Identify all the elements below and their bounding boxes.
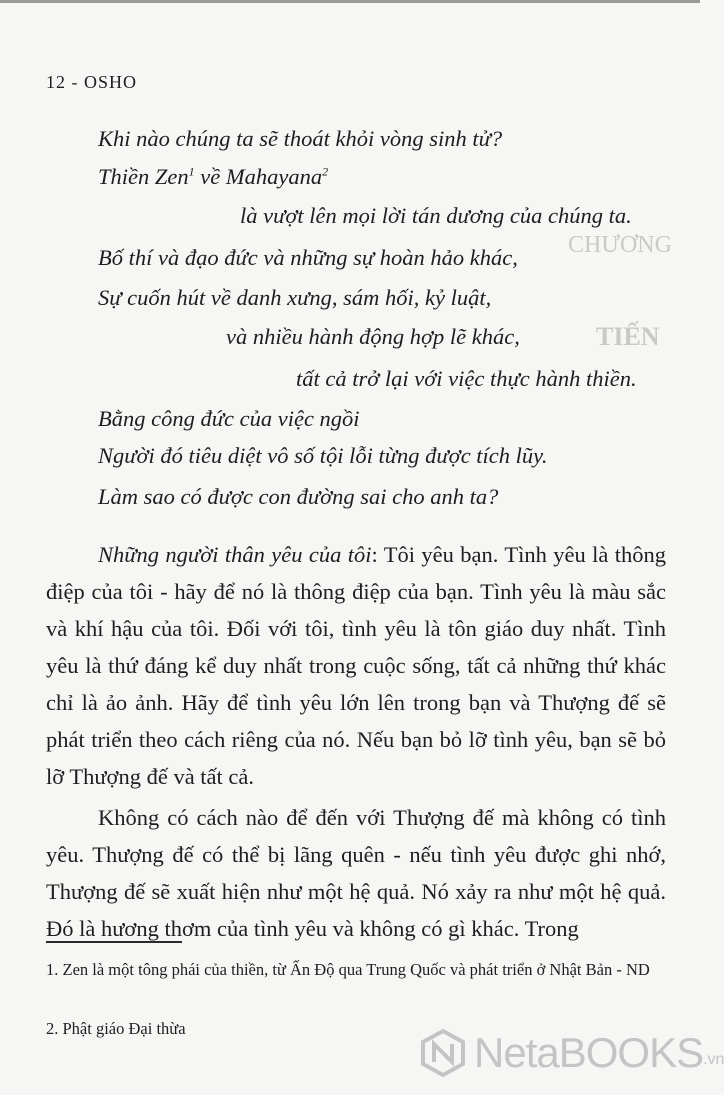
body-text [46,536,666,947]
verse-line-3: là vượt lên mọi lời tán dương của chúng ta. [240,203,632,228]
footnote-2: 2. Phật giáo Đại thừa [46,1019,186,1038]
bleed-through-tien: TIẾN [596,322,660,351]
verse-line-8: Bằng công đức của việc ngồi [98,406,360,431]
verse-line-10: Làm sao có được con đường sai cho anh ta? [98,484,499,509]
verse-line-4: Bố thí và đạo đức và những sự hoàn hảo khác, [98,245,518,270]
footnote-ref-1[interactable]: 1 [188,164,195,179]
netabooks-logo-icon [418,1028,468,1078]
verse-line-1: Khi nào chúng ta sẽ thoát khỏi vòng sinh tử? [98,126,503,151]
body-paragraph-2: Không có cách nào để đến với Thượng đế mà không có tình yêu. Thượng đế có thể bị lãng quên - nếu tình yêu được ghi nhớ, Thượng đế sẽ xuất hiện như một hệ quả. Nó xảy ra như một hệ quả. Đó là hương thơm của tình yêu và không có gì khác. Trong [46,805,666,941]
verse-zen-text: Thiền Zen [98,164,189,189]
body-paragraph-1 [46,536,666,795]
paragraph-1-text: : Tôi yêu bạn. Tình yêu là thông điệp của tôi - hãy để nó là thông điệp của bạn. Tình yêu là màu sắc và khí hậu của tôi. Đối với tôi, tình yêu là tôn giáo duy nhất. Tình yêu là thứ đáng kể duy nhất trong cuộc sống, tất cả những thứ khác chỉ là ảo ảnh. Hãy để tình yêu lớn lên trong bạn và Thượng đế sẽ phát triển theo cách riêng của nó. Nếu bạn bỏ lỡ tình yêu, bạn sẽ bỏ lỡ Thượng đế và tất cả. [46,542,666,789]
watermark-suffix: .vn [703,1051,724,1068]
running-header: 12 - OSHO [46,72,138,92]
footnote-1: 1. Zen là một tông phái của thiền, từ Ấn Độ qua Trung Quốc và phát triển ở Nhật Bản - ND [46,960,650,979]
footnote-ref-2[interactable]: 2 [322,164,329,179]
watermark-brand: NetaBOOKS [474,1029,704,1076]
bleed-through-chuong: CHƯƠNG [568,232,672,258]
verse-line-2 [98,164,328,190]
footnote-divider [46,941,182,943]
page-top-edge [0,0,700,3]
verse-line-6: và nhiều hành động hợp lẽ khác, [226,324,520,349]
verse-line-5: Sự cuốn hút về danh xưng, sám hối, kỷ luật, [98,285,492,310]
paragraph-salutation: Những người thân yêu của tôi [98,542,372,567]
verse-mahayana-text: về Mahayana [194,164,323,189]
verse-line-7: tất cả trở lại với việc thực hành thiền. [296,366,637,391]
netabooks-watermark [418,1028,724,1078]
verse-line-9: Người đó tiêu diệt vô số tội lỗi từng được tích lũy. [98,443,548,468]
